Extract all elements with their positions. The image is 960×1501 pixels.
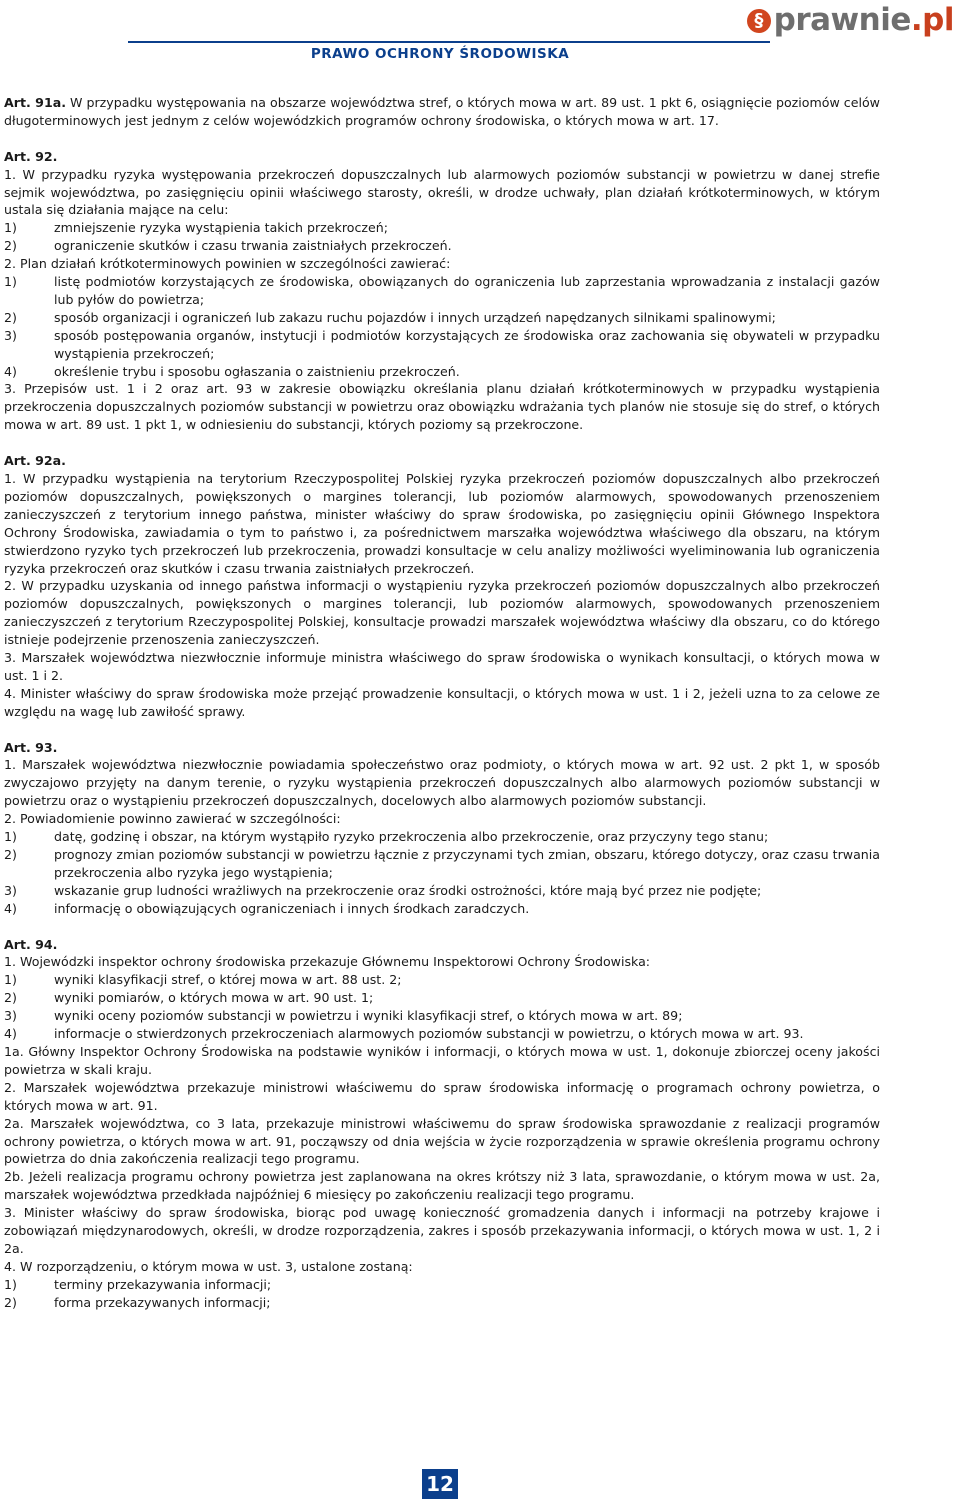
- list-item-text: listę podmiotów korzystających ze środowiska, obowiązanych do ograniczenia lub zaprzestania wprowadzania z instalacji gazów lub pyłów do powietrza;: [54, 274, 880, 307]
- article-heading: Art. 91a.: [4, 95, 66, 110]
- list-item-number: 2): [4, 309, 17, 325]
- article-heading: Art. 93.: [4, 739, 58, 755]
- paragraph: 2. Powiadomienie powinno zawierać w szczególności:: [4, 811, 341, 827]
- paragraph: 4. W rozporządzeniu, o którym mowa w ust. 3, ustalone zostaną:: [4, 1258, 413, 1274]
- paragraph: 3. Przepisów ust. 1 i 2 oraz art. 93 w zakresie obowiązku określania planu działań krótkoterminowych w przypadku wystąpienia przekroczenia dopuszczalnych poziomów substancji w powietrzu oraz obowiązku wdrażania tych planów nie stosuje się do stref, o których mowa w art. 89 ust. 1 pkt 1, w odniesieniu do substancji, których poziomy są przekroczone.: [4, 381, 880, 433]
- list-item: [4, 828, 880, 846]
- list-item-number: 2): [4, 990, 17, 1006]
- paragraph: 3. Marszałek województwa niezwłocznie informuje ministra właściwego do spraw środowiska o wynikach konsultacji, o których mowa w ust. 1 i 2.: [4, 650, 880, 683]
- list-item-number: 3): [4, 327, 17, 343]
- list-item-text: informację o obowiązujących ograniczeniach i innych środkach zaradczych.: [54, 900, 530, 916]
- list-item-number: 4): [4, 1026, 17, 1042]
- list-item: [4, 363, 880, 381]
- list-item-text: datę, godzinę i obszar, na którym wystąpiło ryzyko przekroczenia albo przekroczenie, oraz przyczyny tego stanu;: [54, 829, 769, 845]
- paragraph: 3. Minister właściwy do spraw środowiska, biorąc pod uwagę konieczność gromadzenia danych i informacji na potrzeby krajowe i zobowiązań międzynarodowych, określi, w drodze rozporządzenia, zakres i sposób przekazywania informacji, o których mowa w ust. 1, 2 i 2a.: [4, 1205, 880, 1256]
- list-item-number: 4): [4, 900, 17, 916]
- paragraph: 1a. Główny Inspektor Ochrony Środowiska na podstawie wyników i informacji, o których mowa w ust. 1, dokonuje zbiorczej oceny jakości powietrza w skali kraju.: [4, 1043, 880, 1077]
- list-item-number: 4): [4, 363, 17, 379]
- list-item: [4, 327, 880, 363]
- list-item-text: wyniki pomiarów, o których mowa w art. 90 ust. 1;: [54, 990, 374, 1006]
- header-divider: [128, 41, 770, 43]
- list-item-number: 1): [4, 1276, 17, 1292]
- list-item-text: prognozy zmian poziomów substancji w powietrzu łącznie z przyczynami tych zmian, obszaru, którego dotyczy, oraz czasu trwania przekroczenia albo ryzyka jego wystąpienia;: [54, 847, 880, 880]
- logo-mark-icon: §: [747, 9, 771, 33]
- list-item: [4, 237, 880, 255]
- list-item-text: wskazanie grup ludności wrażliwych na przekroczenie oraz środki ostrożności, które mają być przez nie podjęte;: [54, 882, 762, 898]
- list-item: [4, 1276, 880, 1294]
- list-item: [4, 846, 880, 882]
- list-item-text: zmniejszenie ryzyka wystąpienia takich przekroczeń;: [54, 220, 388, 236]
- list-item: [4, 971, 880, 989]
- list-item: [4, 309, 880, 327]
- list-item: [4, 989, 880, 1007]
- paragraph: 4. Minister właściwy do spraw środowiska może przejąć prowadzenie konsultacji, o których mowa w ust. 1 i 2, jeżeli uzna to za celowe ze względu na wagę lub zawiłość sprawy.: [4, 685, 880, 719]
- list-item: [4, 1007, 880, 1025]
- blank-line: [4, 918, 880, 936]
- list-item-text: sposób organizacji i ograniczeń lub zakazu ruchu pojazdów i innych urządzeń napędzanych silnikami spalinowymi;: [54, 309, 776, 325]
- list-item-text: terminy przekazywania informacji;: [54, 1276, 272, 1292]
- list-item: [4, 1025, 880, 1043]
- blank-line: [4, 130, 880, 148]
- paragraph-text: W przypadku występowania na obszarze województwa stref, o których mowa w art. 89 ust. 1 pkt 6, osiągnięcie poziomów celów długoterminowych jest jednym z celów wojewódzkich programów ochrony środowiska, o których mowa w art. 17.: [4, 95, 880, 128]
- paragraph: [4, 94, 880, 130]
- article-heading: Art. 92.: [4, 148, 58, 164]
- document-title: PRAWO OCHRONY ŚRODOWISKA: [310, 46, 570, 62]
- list-item-number: 3): [4, 1008, 17, 1024]
- list-item-number: 1): [4, 829, 17, 845]
- prawnie-logo[interactable]: [747, 2, 954, 38]
- document-body: [4, 94, 880, 1312]
- list-item-text: wyniki oceny poziomów substancji w powietrzu i wyniki klasyfikacji stref, o których mowa w art. 89;: [54, 1008, 683, 1024]
- paragraph: 2b. Jeżeli realizacja programu ochrony powietrza jest zaplanowana na okres krótszy niż 3 lata, sprawozdanie, o którym mowa w ust. 2a, marszałek województwa przedkłada najpóźniej 6 miesięcy po zakończeniu realizacji tego programu.: [4, 1169, 880, 1203]
- paragraph: 1. W przypadku ryzyka występowania przekroczeń dopuszczalnych lub alarmowych poziomów substancji w powietrzu w danej strefie sejmik województwa, po zasięgnięciu opinii właściwego starosty, określi, w drodze uchwały, plan działań krótkoterminowych, w którym ustala się działania mające na celu:: [4, 166, 880, 218]
- paragraph: 2. Plan działań krótkoterminowych powinien w szczególności zawierać:: [4, 256, 451, 272]
- list-item-text: forma przekazywanych informacji;: [54, 1294, 271, 1310]
- paragraph: 1. Wojewódzki inspektor ochrony środowiska przekazuje Głównemu Inspektorowi Ochrony Środowiska:: [4, 954, 651, 970]
- list-item-number: 1): [4, 274, 17, 290]
- logo-name: prawnie: [773, 2, 911, 38]
- blank-line: [4, 434, 880, 452]
- list-item-text: ograniczenie skutków i czasu trwania zaistniałych przekroczeń.: [54, 238, 452, 254]
- list-item: [4, 273, 880, 309]
- paragraph: 2. W przypadku uzyskania od innego państwa informacji o wystąpieniu ryzyka przekroczeń poziomów dopuszczalnych albo przekroczeń poziomów dopuszczalnych, powiększonych o margines tolerancji, lub poziomów alarmowych, spowodowanych przenoszeniem zanieczyszczeń z terytorium Rzeczypospolitej Polskiej, konsultacje prowadzi marszałek województwa właściwy dla obszaru, co do którego istnieje podejrzenie przenoszenia zanieczyszczeń.: [4, 578, 880, 648]
- article-heading: Art. 94.: [4, 936, 58, 952]
- list-item-text: sposób postępowania organów, instytucji i podmiotów korzystających ze środowiska oraz zachowania się obywateli w przypadku wystąpienia przekroczeń;: [54, 327, 880, 361]
- article-heading: Art. 92a.: [4, 453, 66, 469]
- list-item: [4, 1294, 880, 1312]
- list-item-number: 1): [4, 972, 17, 988]
- list-item: [4, 900, 880, 918]
- list-item-number: 2): [4, 847, 17, 863]
- page-number: 12: [422, 1469, 458, 1499]
- list-item-text: wyniki klasyfikacji stref, o której mowa w art. 88 ust. 2;: [54, 972, 402, 988]
- list-item-number: 1): [4, 220, 17, 236]
- paragraph: 1. W przypadku wystąpienia na terytorium Rzeczypospolitej Polskiej ryzyka przekroczeń poziomów dopuszczalnych albo przekroczeń poziomów dopuszczalnych, powiększonych o margines tolerancji, lub poziomów alarmowych, spowodowanych przenoszeniem zanieczyszczeń z terytorium innego państwa, minister właściwy do spraw środowiska, po zasięgnięciu opinii Głównego Inspektora Ochrony Środowiska, zawiadamia o tym to państwo i, za pośrednictwem marszałka województwa właściwego dla obszaru, na którym stwierdzono ryzyko tych przekroczeń lub przekroczenia, prowadzi konsultacje w celu analizy możliwości wyeliminowania lub ograniczenia ryzyka przekroczeń oraz skutków i czasu trwania zaistniałych przekroczeń.: [4, 471, 880, 576]
- list-item-number: 2): [4, 1294, 17, 1310]
- list-item-text: informacje o stwierdzonych przekroczeniach alarmowych poziomów substancji w powietrzu, o których mowa w art. 93.: [54, 1026, 804, 1042]
- list-item: [4, 882, 880, 900]
- page-header: [0, 0, 960, 70]
- paragraph: 2. Marszałek województwa przekazuje ministrowi właściwemu do spraw środowiska informację o programach ochrony powietrza, o których mowa w art. 91.: [4, 1079, 880, 1113]
- blank-line: [4, 721, 880, 739]
- logo-tld: .pl: [910, 2, 954, 38]
- list-item-text: określenie trybu i sposobu ogłaszania o zaistnieniu przekroczeń.: [54, 363, 460, 379]
- list-item: [4, 219, 880, 237]
- list-item-number: 2): [4, 238, 17, 254]
- paragraph: 1. Marszałek województwa niezwłocznie powiadamia społeczeństwo oraz podmioty, o których mowa w art. 92 ust. 2 pkt 1, w sposób zwyczajowo przyjęty na danym terenie, o ryzyku wystąpienia przekroczeń dopuszczalnych albo alarmowych poziomów substancji w powietrzu oraz o wystąpieniu przekroczeń dopuszczalnych, docelowych albo alarmowych poziomów substancji.: [4, 757, 880, 809]
- paragraph: 2a. Marszałek województwa, co 3 lata, przekazuje ministrowi właściwemu do spraw środowiska sprawozdanie z realizacji programów ochrony powietrza, o których mowa w art. 91, począwszy od dnia wejścia w życie rozporządzenia w sprawie określenia programu ochrony powietrza do dnia zakończenia realizacji tego programu.: [4, 1115, 880, 1167]
- list-item-number: 3): [4, 882, 17, 898]
